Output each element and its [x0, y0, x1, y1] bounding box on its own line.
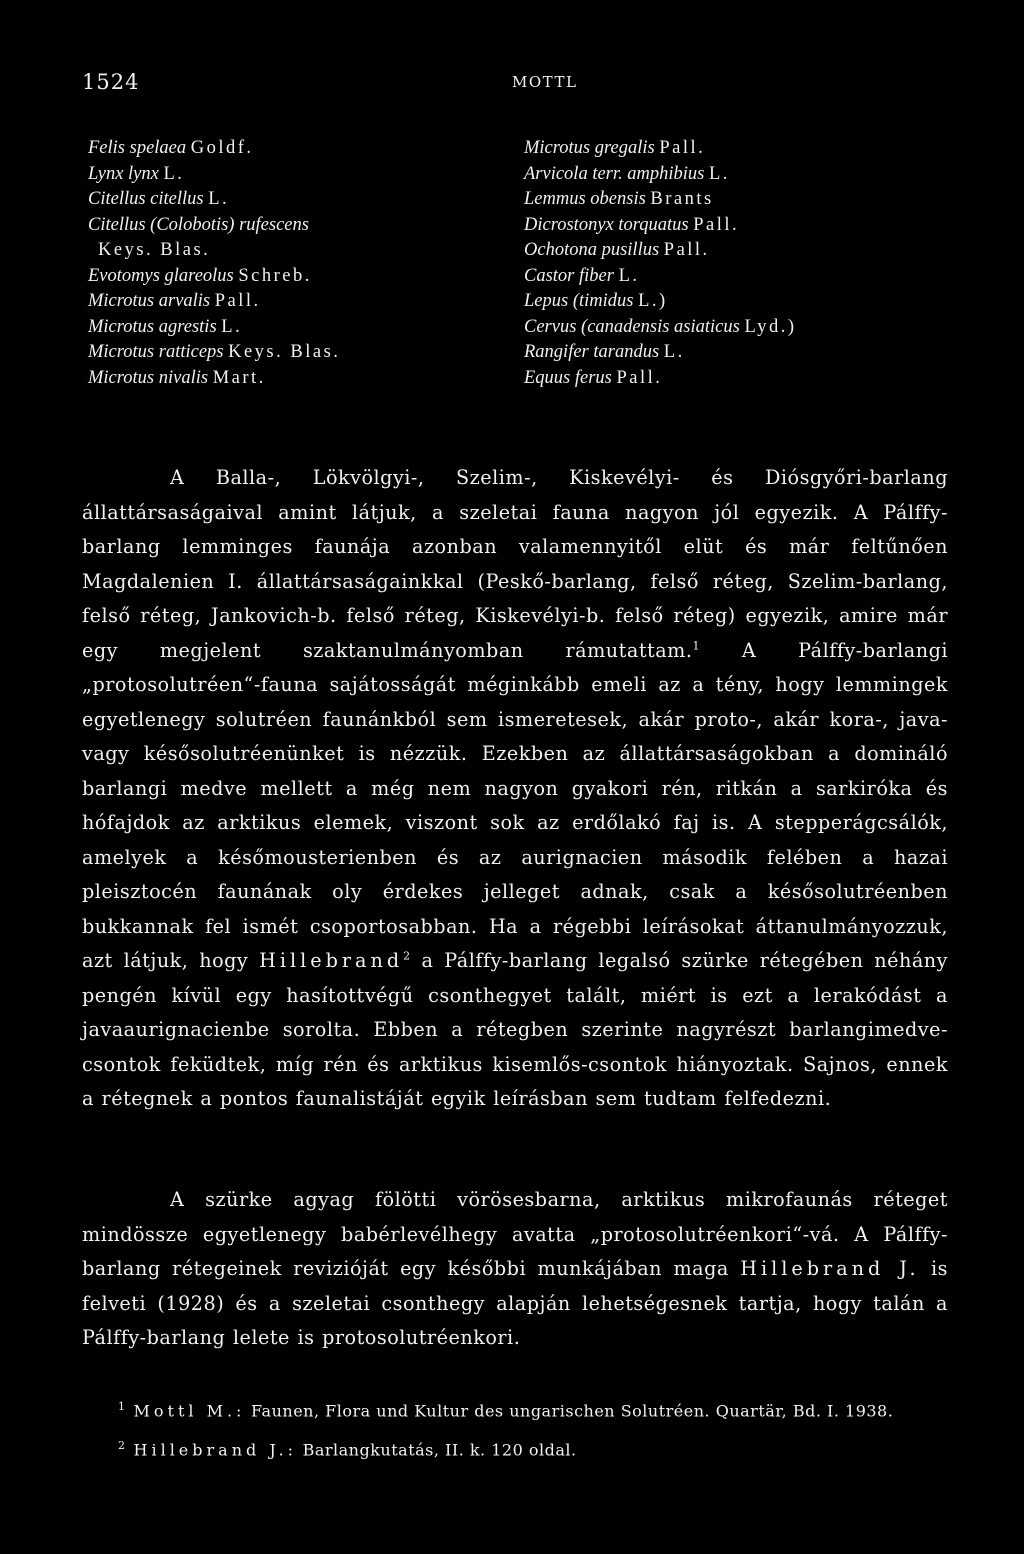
- species-author: L.): [638, 291, 668, 311]
- text-run: A szürke agyag fölötti vörösesbarna, arktikus mikrofaunás réteget mindössze egyetlenegy babérlevélhegy avatta „protosolutréenkori“-vá. A Pálffy-barlang rétegeinek revizióját egy későbbi munkájában maga: [82, 1188, 948, 1280]
- species-author: L.: [221, 316, 243, 337]
- species-entry: [88, 187, 508, 213]
- page-number: 1524: [82, 70, 140, 94]
- species-entry: [524, 264, 964, 290]
- species-author: L.: [163, 163, 185, 184]
- species-entry: [88, 264, 508, 290]
- species-entry: [524, 315, 964, 341]
- species-author: Schreb.: [238, 265, 312, 286]
- species-author: L.: [663, 342, 685, 362]
- paragraph-text: [82, 461, 948, 1117]
- species-entry: [524, 289, 964, 315]
- species-entry: [524, 238, 964, 264]
- species-entry: [88, 289, 508, 315]
- species-name: Lepus (timidus: [524, 291, 634, 311]
- species-author: Pall.: [214, 291, 261, 311]
- footnote-ref-1[interactable]: 1: [692, 639, 700, 653]
- text-run: A Pálffy-barlangi „protosolutréen“-fauna sajátosságát méginkább emeli az a tény, hogy lemmingek egyetlenegy solutréen faunánkból sem ismeretesek, akár proto-, akár kora-, java- vagy késősolutréenünket is nézzük. Ezekben az állattársaságokban a domináló barlangi medve mellett a még nem nagyon gyakori rén, ritkán a sarkiróka és hófajdok az arktikus elemek, viszont sok az erdőlakó faj is. A stepperágcsálók, amelyek a későmousterienben és az aurignacien második felében a hazai pleisztocén faunának oly érdekes jelleget adnak, csak a késősolutréenben bukkannak fel ismét csoportosabban. Ha a régebbi leírásokat áttanulmányozzuk, azt látjuk, hogy: [82, 638, 949, 972]
- species-list-left: [88, 136, 508, 391]
- footnote-text: Barlangkutatás, II. k. 120 oldal.: [302, 1440, 577, 1460]
- species-list-right: [524, 136, 964, 391]
- footnote-author: Mottl M.:: [133, 1401, 246, 1421]
- paragraph-text: [82, 1183, 948, 1356]
- species-author: Keys. Blas.: [98, 240, 211, 260]
- species-author: Lyd.): [744, 316, 797, 337]
- footnote-mark: 1: [118, 1400, 126, 1413]
- species-entry: [88, 315, 508, 341]
- species-name: Lynx lynx: [88, 163, 159, 184]
- species-author: Pall.: [616, 367, 663, 388]
- footnotes: [82, 1393, 948, 1464]
- species-name: Microtus agrestis: [88, 316, 217, 337]
- species-author: Goldf.: [190, 138, 254, 158]
- species-entry: [524, 213, 964, 239]
- species-entry: [524, 187, 964, 213]
- species-author: Brants: [650, 189, 714, 209]
- species-name: Felis spelaea: [88, 138, 187, 158]
- species-author: Mart.: [212, 367, 266, 388]
- species-entry: [88, 162, 508, 188]
- species-name: Castor fiber: [524, 265, 614, 286]
- species-entry: [524, 136, 964, 162]
- species-entry: [88, 213, 508, 239]
- footnote-author: Hillebrand J.:: [133, 1440, 297, 1460]
- text-run: A Balla-, Lökvölgyi-, Szelim-, Kiskevélyi- és Diósgyőri-barlang állattársaságaival amint látjuk, a szeletai fauna nagyon jól egyezik. A Pálffy-barlang lemminges faunája azonban valamennyitől elüt és már feltűnően Magdalenien I. állattársaságainkkal (Peskő-barlang, felső réteg, Szelim-barlang, felső réteg, Jankovich-b. felső réteg, Kiskevélyi-b. felső réteg) egyezik, amire már egy megjelent szaktanulmányomban rámutattam.: [82, 466, 948, 662]
- species-name: Microtus arvalis: [88, 291, 211, 311]
- text-run: a Pálffy-barlang legalsó szürke rétegében néhány pengén kívül egy hasítottvégű csonthegyet talált, miért is ezt a lerakódást a javaaurignacienbe sorolta. Ebben a rétegben szerinte nagyrészt barlangimedve-csontok feküdtek, míg rén és arktikus kisemlős-csontok hiányoztak. Sajnos, ennek a rétegnek a pontos faunalistáját egyik leírásban sem tudtam felfedezni.: [82, 949, 948, 1110]
- author-name: Hillebrand: [259, 949, 404, 972]
- species-name: Dicrostonyx torquatus: [524, 214, 689, 235]
- species-entry: [88, 366, 508, 392]
- species-name: Microtus gregalis: [524, 138, 655, 158]
- species-author: L.: [208, 189, 230, 209]
- species-name: Evotomys glareolus: [88, 265, 234, 286]
- species-author: Keys. Blas.: [228, 342, 341, 362]
- species-entry: [524, 340, 964, 366]
- species-author: L.: [618, 265, 640, 286]
- species-author: Pall.: [663, 240, 710, 260]
- species-entry: [524, 366, 964, 392]
- species-name: Cervus (canadensis asiaticus: [524, 316, 740, 337]
- species-name: Citellus citellus: [88, 189, 204, 209]
- text-run: is felveti (1928) és a szeletai csonthegy alapján lehetségesnek tartja, hogy talán a Pálffy-barlang lelete is protosolutréenkori.: [82, 1257, 948, 1349]
- species-name: Lemmus obensis: [524, 189, 646, 209]
- species-name: Citellus (Colobotis) rufescens: [88, 214, 309, 235]
- footnote-2: [82, 1432, 948, 1463]
- species-entry: [88, 340, 508, 366]
- author-name: Hillebrand J.: [740, 1257, 920, 1280]
- footnote-ref-2[interactable]: 2: [403, 949, 411, 963]
- species-author: Pall.: [693, 214, 740, 235]
- species-name: Arvicola terr. amphibius: [524, 163, 705, 184]
- species-name: Rangifer tarandus: [524, 342, 660, 362]
- page-header: [82, 70, 942, 100]
- species-author: L.: [709, 163, 730, 184]
- footnote-1: [82, 1393, 948, 1424]
- body-paragraph-1: [82, 461, 948, 1117]
- species-name: Microtus nivalis: [88, 367, 209, 388]
- species-entry: [88, 136, 508, 162]
- footnote-text: Faunen, Flora und Kultur des ungarischen Solutréen. Quartär, Bd. I. 1938.: [251, 1401, 894, 1421]
- species-name: Microtus ratticeps: [88, 342, 224, 362]
- species-entry: [524, 162, 964, 188]
- species-author: Pall.: [659, 138, 706, 158]
- footnote-mark: 2: [118, 1439, 126, 1453]
- species-name: Ochotona pusillus: [524, 240, 660, 260]
- body-paragraph-2: [82, 1183, 948, 1356]
- species-name: Equus ferus: [524, 367, 612, 388]
- running-head: MOTTL: [512, 73, 578, 91]
- species-entry: [88, 238, 508, 264]
